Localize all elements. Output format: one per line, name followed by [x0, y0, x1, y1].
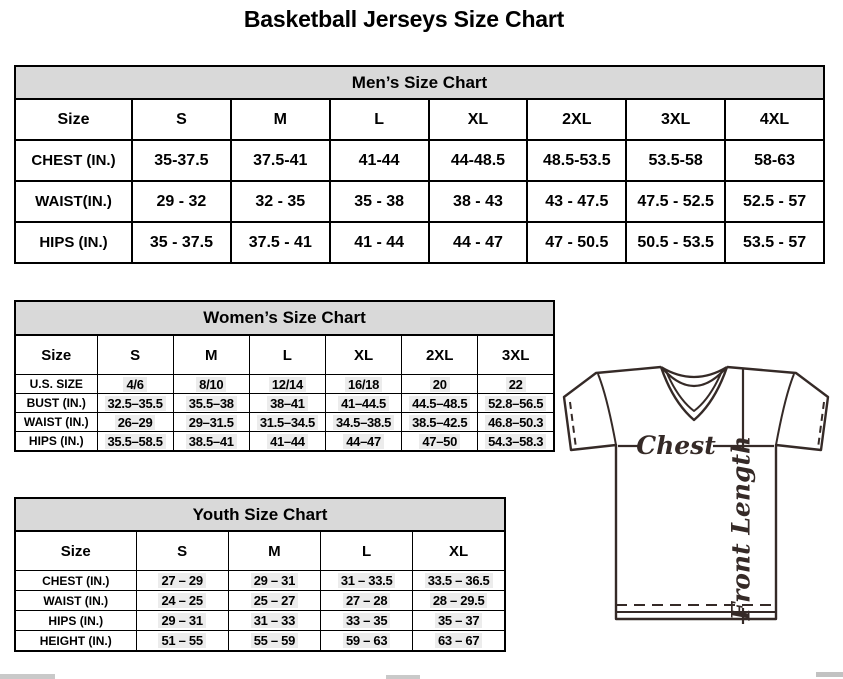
column-header: Size	[15, 531, 136, 571]
womens-size-chart-section	[14, 300, 555, 452]
table-cell	[527, 181, 626, 222]
table-cell	[228, 631, 320, 652]
column-header: 2XL	[402, 335, 478, 375]
cell-value: 38 - 43	[453, 192, 503, 210]
table-cell	[321, 631, 413, 652]
table-row	[15, 394, 554, 413]
cell-value: 34.5–38.5	[333, 415, 394, 430]
scrollbar-fragment[interactable]	[0, 674, 55, 679]
column-header: M	[231, 99, 330, 140]
column-header: XL	[413, 531, 505, 571]
table-cell	[626, 140, 725, 181]
table-cell	[330, 181, 429, 222]
table-cell	[228, 611, 320, 631]
mens-size-table	[14, 98, 825, 264]
table-cell	[97, 413, 173, 432]
cell-value: 25 – 27	[251, 593, 298, 608]
table-cell	[321, 611, 413, 631]
cell-value: 53.5 - 57	[742, 233, 807, 251]
scrollbar-fragment[interactable]	[816, 672, 843, 677]
cell-value: 29–31.5	[186, 415, 237, 430]
cell-value: 52.5 - 57	[742, 192, 807, 210]
table-cell	[228, 571, 320, 591]
table-cell	[478, 375, 554, 394]
womens-size-table	[14, 334, 555, 452]
row-label: CHEST (IN.)	[15, 571, 136, 591]
table-cell	[132, 181, 231, 222]
cell-value: 29 – 31	[251, 573, 298, 588]
column-header: M	[173, 335, 249, 375]
row-label: HIPS (IN.)	[15, 611, 136, 631]
table-cell	[527, 222, 626, 263]
cell-value: 35 - 37.5	[149, 233, 213, 251]
cell-value: 32 - 35	[255, 192, 306, 210]
cell-value: 54.3–58.3	[485, 434, 546, 449]
column-header: Size	[15, 99, 132, 140]
table-cell	[132, 140, 231, 181]
table-cell	[325, 432, 401, 452]
table-cell	[136, 611, 228, 631]
table-row	[15, 181, 824, 222]
cell-value: 35.5–58.5	[105, 434, 166, 449]
row-label: WAIST (IN.)	[15, 591, 136, 611]
youth-size-table	[14, 530, 506, 652]
column-header: S	[136, 531, 228, 571]
cell-value: 41–44	[267, 434, 308, 449]
table-cell	[249, 413, 325, 432]
row-label: WAIST(IN.)	[15, 181, 132, 222]
cell-value: 12/14	[269, 377, 306, 392]
row-label: U.S. SIZE	[15, 375, 97, 394]
cell-value: 24 – 25	[158, 593, 205, 608]
table-row	[15, 222, 824, 263]
cell-value: 37.5 - 41	[248, 233, 312, 251]
table-cell	[321, 571, 413, 591]
table-row	[15, 631, 505, 652]
cell-value: 31 – 33	[251, 613, 298, 628]
cell-value: 41–44.5	[338, 396, 389, 411]
table-cell	[402, 375, 478, 394]
column-header: L	[330, 99, 429, 140]
cell-value: 46.8–50.3	[485, 415, 546, 430]
row-label: HIPS (IN.)	[15, 432, 97, 452]
table-cell	[231, 222, 330, 263]
table-cell	[325, 375, 401, 394]
column-header: S	[132, 99, 231, 140]
cell-value: 38.5–41	[186, 434, 237, 449]
cell-value: 50.5 - 53.5	[637, 233, 714, 251]
column-header: XL	[429, 99, 528, 140]
cell-value: 35 – 37	[435, 613, 482, 628]
row-label: HIPS (IN.)	[15, 222, 132, 263]
table-cell	[429, 140, 528, 181]
column-header: 3XL	[626, 99, 725, 140]
cell-value: 43 - 47.5	[545, 192, 609, 210]
cell-value: 29 – 31	[158, 613, 205, 628]
header-row	[15, 99, 824, 140]
column-header: 2XL	[527, 99, 626, 140]
table-cell	[402, 432, 478, 452]
cell-value: 47.5 - 52.5	[637, 192, 714, 210]
cell-value: 38.5–42.5	[409, 415, 470, 430]
table-cell	[626, 222, 725, 263]
table-cell	[173, 394, 249, 413]
cell-value: 37.5-41	[253, 151, 308, 169]
table-cell	[413, 611, 505, 631]
table-cell	[136, 631, 228, 652]
cell-value: 44 - 47	[453, 233, 503, 251]
table-cell	[527, 140, 626, 181]
table-cell	[132, 222, 231, 263]
cell-value: 47 - 50.5	[545, 233, 609, 251]
cell-value: 22	[506, 377, 526, 392]
table-cell	[725, 222, 824, 263]
table-cell	[173, 375, 249, 394]
womens-chart-title: Women’s Size Chart	[14, 300, 555, 336]
table-cell	[173, 413, 249, 432]
cell-value: 31 – 33.5	[338, 573, 396, 588]
table-cell	[429, 222, 528, 263]
table-cell	[413, 591, 505, 611]
table-cell	[330, 222, 429, 263]
column-header: S	[97, 335, 173, 375]
youth-size-chart-section	[14, 497, 506, 652]
cell-value: 32.5–35.5	[105, 396, 166, 411]
jersey-measurement-diagram	[556, 358, 838, 628]
cell-value: 31.5–34.5	[257, 415, 318, 430]
row-label: BUST (IN.)	[15, 394, 97, 413]
table-cell	[249, 375, 325, 394]
table-cell	[402, 394, 478, 413]
youth-chart-title: Youth Size Chart	[14, 497, 506, 532]
table-cell	[429, 181, 528, 222]
cell-value: 59 – 63	[343, 633, 390, 648]
scrollbar-fragment[interactable]	[386, 675, 420, 679]
cell-value: 33 – 35	[343, 613, 390, 628]
header-row	[15, 335, 554, 375]
cell-value: 55 – 59	[251, 633, 298, 648]
table-cell	[626, 181, 725, 222]
table-cell	[173, 432, 249, 452]
cell-value: 16/18	[345, 377, 382, 392]
cell-value: 44–47	[343, 434, 384, 449]
cell-value: 27 – 29	[158, 573, 205, 588]
table-cell	[413, 631, 505, 652]
page-title: Basketball Jerseys Size Chart	[243, 6, 565, 32]
column-header: L	[249, 335, 325, 375]
cell-value: 53.5-58	[648, 151, 703, 169]
cell-value: 44.5–48.5	[409, 396, 470, 411]
table-cell	[325, 413, 401, 432]
front-length-label: Front Length	[726, 435, 756, 621]
cell-value: 48.5-53.5	[542, 151, 611, 169]
cell-value: 41 - 44	[354, 233, 405, 251]
header-row	[15, 531, 505, 571]
table-row	[15, 140, 824, 181]
cell-value: 44-48.5	[450, 151, 506, 169]
table-row	[15, 591, 505, 611]
column-header: 3XL	[478, 335, 554, 375]
table-cell	[249, 432, 325, 452]
cell-value: 38–41	[267, 396, 308, 411]
table-cell	[136, 571, 228, 591]
table-cell	[228, 591, 320, 611]
cell-value: 20	[430, 377, 450, 392]
cell-value: 63 – 67	[435, 633, 482, 648]
column-header: M	[228, 531, 320, 571]
cell-value: 26–29	[115, 415, 156, 430]
row-label: CHEST (IN.)	[15, 140, 132, 181]
table-row	[15, 611, 505, 631]
table-cell	[97, 394, 173, 413]
cell-value: 52.8–56.5	[485, 396, 546, 411]
table-row	[15, 375, 554, 394]
table-cell	[97, 375, 173, 394]
table-cell	[725, 181, 824, 222]
table-cell	[478, 394, 554, 413]
cell-value: 29 - 32	[156, 192, 207, 210]
table-cell	[330, 140, 429, 181]
cell-value: 41-44	[358, 151, 400, 169]
cell-value: 4/6	[123, 377, 146, 392]
table-cell	[136, 591, 228, 611]
cell-value: 8/10	[196, 377, 226, 392]
table-cell	[231, 140, 330, 181]
table-cell	[478, 413, 554, 432]
column-header: L	[321, 531, 413, 571]
table-cell	[249, 394, 325, 413]
column-header: XL	[325, 335, 401, 375]
cell-value: 35 - 38	[354, 192, 405, 210]
cell-value: 27 – 28	[343, 593, 390, 608]
jersey-outline	[564, 367, 828, 624]
table-cell	[478, 432, 554, 452]
cell-value: 35-37.5	[154, 151, 209, 169]
table-cell	[97, 432, 173, 452]
row-label: WAIST (IN.)	[15, 413, 97, 432]
table-cell	[413, 571, 505, 591]
cell-value: 51 – 55	[158, 633, 205, 648]
table-cell	[231, 181, 330, 222]
column-header: 4XL	[725, 99, 824, 140]
table-cell	[321, 591, 413, 611]
cell-value: 47–50	[419, 434, 460, 449]
table-cell	[402, 413, 478, 432]
column-header: Size	[15, 335, 97, 375]
cell-value: 58-63	[754, 151, 795, 169]
mens-chart-title: Men’s Size Chart	[14, 65, 825, 100]
cell-value: 35.5–38	[186, 396, 237, 411]
cell-value: 33.5 – 36.5	[425, 573, 493, 588]
row-label: HEIGHT (IN.)	[15, 631, 136, 652]
table-row	[15, 432, 554, 452]
table-row	[15, 413, 554, 432]
cell-value: 28 – 29.5	[430, 593, 488, 608]
mens-size-chart-section	[14, 65, 825, 264]
table-row	[15, 571, 505, 591]
chest-label: Chest	[636, 431, 716, 460]
table-cell	[725, 140, 824, 181]
table-cell	[325, 394, 401, 413]
